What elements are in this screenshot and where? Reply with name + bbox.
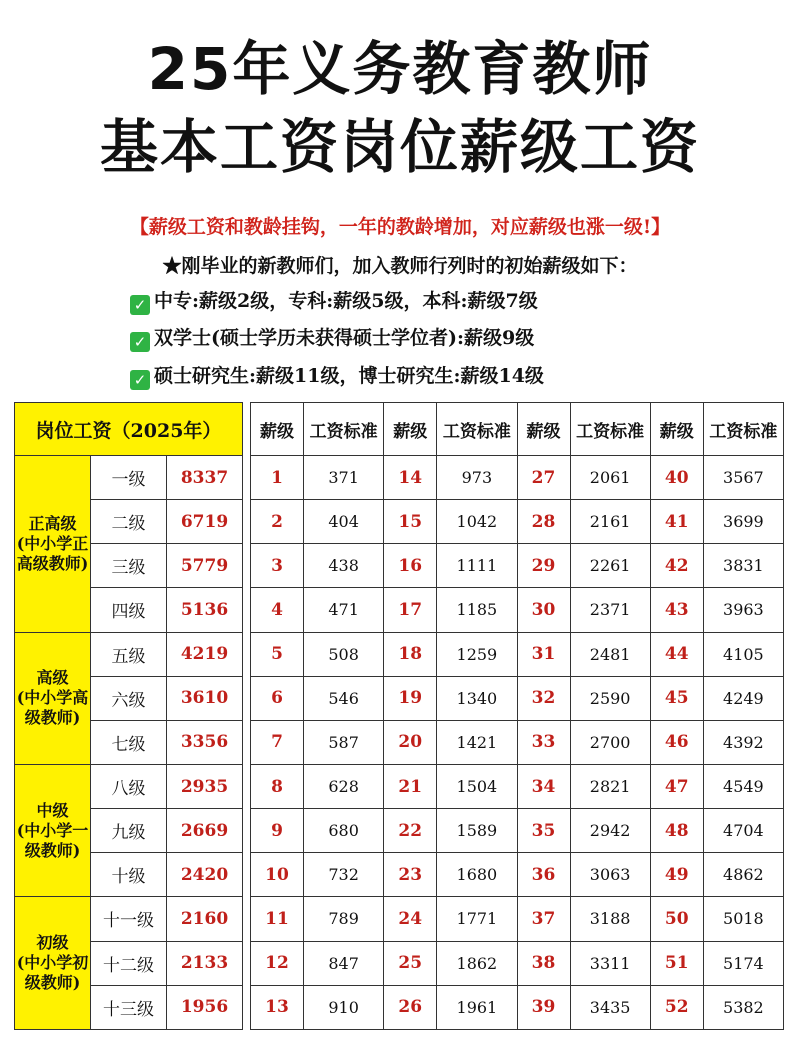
grade-number: 6 [251, 676, 304, 720]
grade-number: 14 [384, 456, 437, 500]
post-pay: 4219 [167, 632, 243, 676]
post-table-body [15, 456, 243, 1030]
grade-table-row [251, 809, 784, 853]
grade-table-row [251, 676, 784, 720]
grade-table-header-row [251, 403, 784, 456]
check-mark-icon: ✓ [130, 295, 150, 315]
grade-number: 47 [650, 764, 703, 808]
grade-number: 16 [384, 544, 437, 588]
grade-number: 44 [650, 632, 703, 676]
check-mark-icon: ✓ [130, 370, 150, 390]
grade-number: 3 [251, 544, 304, 588]
grade-number: 7 [251, 720, 304, 764]
bullet-text: 硕士研究生:薪级11级，博士研究生:薪级14级 [154, 365, 544, 387]
title-line-1: 25年义务教育教师 [147, 35, 653, 103]
grade-table-body [251, 456, 784, 1030]
grade-table-row [251, 456, 784, 500]
col-header-grade: 薪级 [517, 403, 570, 456]
post-pay: 2935 [167, 764, 243, 808]
post-level: 十一级 [91, 897, 167, 941]
grade-number: 13 [251, 985, 304, 1029]
grade-salary: 1589 [437, 809, 517, 853]
grade-salary: 2942 [570, 809, 650, 853]
grade-table-row [251, 985, 784, 1029]
post-level: 六级 [91, 676, 167, 720]
grade-salary: 1961 [437, 985, 517, 1029]
grade-salary: 3831 [703, 544, 783, 588]
grade-table-row [251, 588, 784, 632]
bullet-item [130, 325, 534, 352]
grade-number: 50 [650, 897, 703, 941]
grade-salary: 1504 [437, 764, 517, 808]
grade-number: 51 [650, 941, 703, 985]
post-level: 三级 [91, 544, 167, 588]
grade-salary: 471 [304, 588, 384, 632]
grade-salary-table [250, 402, 784, 1030]
grade-salary: 4862 [703, 853, 783, 897]
post-level: 十二级 [91, 941, 167, 985]
grade-salary: 2481 [570, 632, 650, 676]
col-header-grade: 薪级 [251, 403, 304, 456]
grade-salary: 1340 [437, 676, 517, 720]
grade-number: 39 [517, 985, 570, 1029]
bullet-text: 中专:薪级2级，专科:薪级5级，本科:薪级7级 [154, 290, 538, 312]
post-level: 五级 [91, 632, 167, 676]
post-category: 初级 (中小学初 级教师) [15, 897, 91, 1030]
grade-salary: 5382 [703, 985, 783, 1029]
grade-salary: 587 [304, 720, 384, 764]
grade-salary: 789 [304, 897, 384, 941]
grade-number: 2 [251, 500, 304, 544]
grade-number: 21 [384, 764, 437, 808]
grade-table-row [251, 500, 784, 544]
grade-salary: 546 [304, 676, 384, 720]
grade-salary: 2700 [570, 720, 650, 764]
grade-table-row [251, 764, 784, 808]
grade-salary: 973 [437, 456, 517, 500]
grade-salary: 3188 [570, 897, 650, 941]
grade-number: 11 [251, 897, 304, 941]
bullet-item [130, 288, 538, 315]
bullet-text: 双学士(硕士学历未获得硕士学位者):薪级9级 [154, 327, 535, 349]
grade-number: 5 [251, 632, 304, 676]
grade-salary: 732 [304, 853, 384, 897]
post-level: 二级 [91, 500, 167, 544]
bullet-item [130, 363, 544, 390]
grade-salary: 847 [304, 941, 384, 985]
post-table-row [15, 632, 243, 676]
grade-number: 15 [384, 500, 437, 544]
grade-number: 12 [251, 941, 304, 985]
grade-salary: 1421 [437, 720, 517, 764]
grade-number: 31 [517, 632, 570, 676]
post-pay: 5136 [167, 588, 243, 632]
grade-number: 19 [384, 676, 437, 720]
grade-salary: 1259 [437, 632, 517, 676]
grade-salary: 3063 [570, 853, 650, 897]
col-header-salary: 工资标准 [304, 403, 384, 456]
grade-salary: 1680 [437, 853, 517, 897]
grade-salary: 2261 [570, 544, 650, 588]
grade-number: 23 [384, 853, 437, 897]
grade-number: 8 [251, 764, 304, 808]
grade-table-row [251, 632, 784, 676]
post-level: 十级 [91, 853, 167, 897]
grade-salary: 4249 [703, 676, 783, 720]
grade-salary: 438 [304, 544, 384, 588]
col-header-grade: 薪级 [384, 403, 437, 456]
grade-number: 24 [384, 897, 437, 941]
grade-salary: 4392 [703, 720, 783, 764]
post-level: 一级 [91, 456, 167, 500]
grade-number: 49 [650, 853, 703, 897]
post-category: 高级 (中小学高 级教师) [15, 632, 91, 764]
grade-salary: 1111 [437, 544, 517, 588]
grade-table-row [251, 897, 784, 941]
grade-number: 45 [650, 676, 703, 720]
grade-salary: 508 [304, 632, 384, 676]
grade-number: 42 [650, 544, 703, 588]
col-header-salary: 工资标准 [437, 403, 517, 456]
grade-salary: 4704 [703, 809, 783, 853]
grade-number: 26 [384, 985, 437, 1029]
grade-number: 41 [650, 500, 703, 544]
col-header-salary: 工资标准 [570, 403, 650, 456]
grade-table-row [251, 941, 784, 985]
post-pay: 5779 [167, 544, 243, 588]
grade-salary: 910 [304, 985, 384, 1029]
grade-number: 10 [251, 853, 304, 897]
col-header-salary: 工资标准 [703, 403, 783, 456]
grade-salary: 3963 [703, 588, 783, 632]
grade-salary: 680 [304, 809, 384, 853]
grade-number: 22 [384, 809, 437, 853]
post-level: 七级 [91, 720, 167, 764]
post-table-row [15, 764, 243, 808]
post-table-row [15, 456, 243, 500]
grade-salary: 628 [304, 764, 384, 808]
grade-number: 17 [384, 588, 437, 632]
post-pay: 1956 [167, 985, 243, 1029]
grade-table-row [251, 720, 784, 764]
grade-number: 40 [650, 456, 703, 500]
grade-salary: 1185 [437, 588, 517, 632]
notice-text: 【薪级工资和教龄挂钩，一年的教龄增加，对应薪级也涨一级!】 [129, 216, 671, 238]
grade-number: 35 [517, 809, 570, 853]
check-mark-icon: ✓ [130, 332, 150, 352]
grade-salary: 1862 [437, 941, 517, 985]
grade-salary: 3567 [703, 456, 783, 500]
post-pay: 8337 [167, 456, 243, 500]
grade-number: 9 [251, 809, 304, 853]
grade-number: 43 [650, 588, 703, 632]
post-level: 十三级 [91, 985, 167, 1029]
grade-salary: 2821 [570, 764, 650, 808]
grade-number: 46 [650, 720, 703, 764]
grade-salary: 3699 [703, 500, 783, 544]
grade-salary: 371 [304, 456, 384, 500]
post-pay: 3356 [167, 720, 243, 764]
grade-salary: 404 [304, 500, 384, 544]
grade-salary: 2161 [570, 500, 650, 544]
grade-number: 28 [517, 500, 570, 544]
grade-number: 38 [517, 941, 570, 985]
grade-number: 37 [517, 897, 570, 941]
grade-salary: 2371 [570, 588, 650, 632]
grade-number: 25 [384, 941, 437, 985]
post-table-header: 岗位工资（2025年） [15, 403, 243, 456]
grade-number: 32 [517, 676, 570, 720]
post-category: 中级 (中小学一 级教师) [15, 764, 91, 896]
post-level: 九级 [91, 809, 167, 853]
grade-salary: 4549 [703, 764, 783, 808]
grade-number: 34 [517, 764, 570, 808]
post-salary-table [14, 402, 243, 1030]
grade-number: 36 [517, 853, 570, 897]
post-level: 八级 [91, 764, 167, 808]
col-header-grade: 薪级 [650, 403, 703, 456]
grade-number: 52 [650, 985, 703, 1029]
post-pay: 2160 [167, 897, 243, 941]
post-pay: 2420 [167, 853, 243, 897]
grade-number: 48 [650, 809, 703, 853]
grade-table-row [251, 853, 784, 897]
grade-salary: 5018 [703, 897, 783, 941]
grade-number: 4 [251, 588, 304, 632]
grade-salary: 2590 [570, 676, 650, 720]
grade-number: 30 [517, 588, 570, 632]
grade-number: 18 [384, 632, 437, 676]
grade-salary: 4105 [703, 632, 783, 676]
grade-salary: 3311 [570, 941, 650, 985]
post-category: 正高级 (中小学正 高级教师) [15, 456, 91, 633]
title-line-2: 基本工资岗位薪级工资 [99, 113, 700, 181]
grade-salary: 5174 [703, 941, 783, 985]
post-pay: 3610 [167, 676, 243, 720]
grade-number: 20 [384, 720, 437, 764]
post-pay: 6719 [167, 500, 243, 544]
grade-salary: 1042 [437, 500, 517, 544]
intro-text: ★刚毕业的新教师们，加入教师行列时的初始薪级如下： [162, 255, 638, 277]
grade-number: 27 [517, 456, 570, 500]
post-pay: 2133 [167, 941, 243, 985]
grade-table-row [251, 544, 784, 588]
post-pay: 2669 [167, 809, 243, 853]
grade-salary: 3435 [570, 985, 650, 1029]
grade-salary: 2061 [570, 456, 650, 500]
post-level: 四级 [91, 588, 167, 632]
post-table-row [15, 897, 243, 941]
grade-number: 29 [517, 544, 570, 588]
grade-number: 33 [517, 720, 570, 764]
grade-number: 1 [251, 456, 304, 500]
grade-salary: 1771 [437, 897, 517, 941]
